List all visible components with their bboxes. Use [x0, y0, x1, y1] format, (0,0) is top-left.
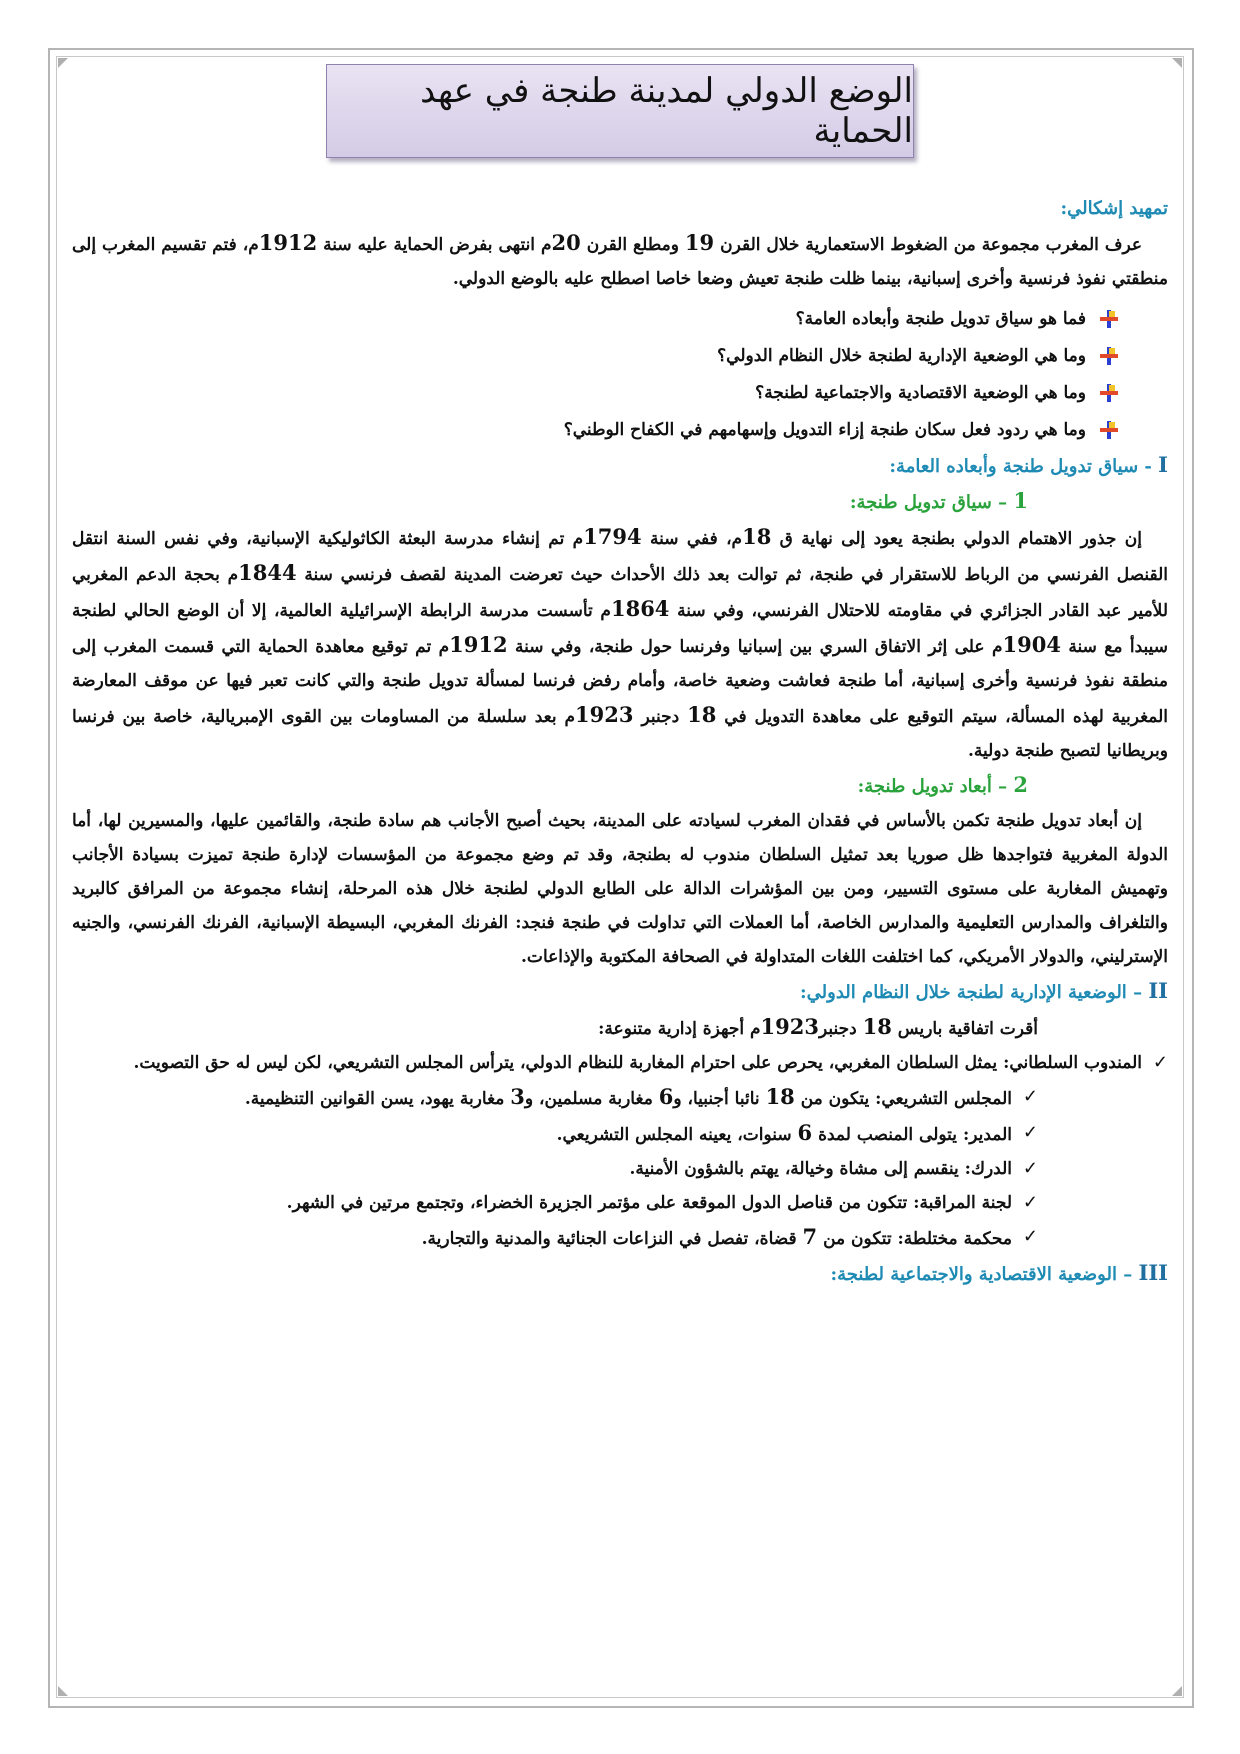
list-item: وما هي ردود فعل سكان طنجة إزاء التدويل وإسهامهم في الكفاح الوطني؟: [72, 411, 1118, 448]
corner-ornament: [58, 1686, 68, 1696]
admin-bodies-list: [72, 1046, 1168, 1256]
list-item: ✓ لجنة المراقبة: تتكون من قناصل الدول الموقعة على مؤتمر الجزيرة الخضراء، وتجتمع مرتين في الشهر.: [72, 1186, 1168, 1220]
list-item: ✓ المدير: يتولى المنصب لمدة 6 سنوات، يعينه المجلس التشريعي.: [72, 1116, 1168, 1152]
corner-ornament: [58, 58, 68, 68]
subsection-heading-1: 1 – سياق تدويل طنجة:: [849, 488, 1028, 513]
admin-lead: أقرت اتفاقية باريس 18 دجنبر1923م أجهزة إدارية متنوعة:: [598, 1014, 1038, 1039]
list-item: وما هي الوضعية الإدارية لطنجة خلال النظام الدولي؟: [72, 337, 1118, 374]
subsection-heading-2: 2 – أبعاد تدويل طنجة:: [857, 772, 1028, 797]
check-icon: ✓: [1022, 1086, 1038, 1107]
list-item: ✓ محكمة مختلطة: تتكون من 7 قضاة، تفصل في النزاعات الجنائية والمدنية والتجارية.: [72, 1220, 1168, 1256]
corner-ornament: [1172, 1686, 1182, 1696]
cross-bullet-icon: [1100, 347, 1118, 365]
page-title: الوضع الدولي لمدينة طنجة في عهد الحماية: [326, 64, 914, 158]
section-heading-3: III – الوضعية الاقتصادية والاجتماعية لطنجة:: [830, 1260, 1168, 1285]
cross-bullet-icon: [1100, 384, 1118, 402]
list-item: وما هي الوضعية الاقتصادية والاجتماعية لطنجة؟: [72, 374, 1118, 411]
cross-bullet-icon: [1100, 310, 1118, 328]
document-body: [72, 192, 1168, 1292]
intro-paragraph: عرف المغرب مجموعة من الضغوط الاستعمارية خلال القرن 19 ومطلع القرن 20م انتهى بفرض الحماية عليه سنة 1912م، فتم تقسيم المغرب إلى منطقتي نفوذ فرنسية وأخرى إسبانية، بينما ظلت طنجة تعيش وضعا خاصا اصطلح عليه بالوضع الدولي.: [72, 230, 1168, 289]
check-icon: ✓: [1022, 1226, 1038, 1247]
section-heading-1: I - سياق تدويل طنجة وأبعاده العامة:: [889, 452, 1168, 477]
list-item: ✓ المجلس التشريعي: يتكون من 18 نائبا أجنبيا، و6 مغاربة مسلمين، و3 مغاربة يهود، يسن القوانين التنظيمية.: [72, 1080, 1168, 1116]
check-icon: ✓: [1022, 1122, 1038, 1143]
problem-questions: [72, 300, 1168, 448]
context-paragraph: إن جذور الاهتمام الدولي بطنجة يعود إلى نهاية ق 18م، ففي سنة 1794م تم إنشاء مدرسة البعثة الكاثوليكية الإسبانية، وفي نفس السنة انتقل القنصل الفرنسي من الرباط للاستقرار في طنجة، ثم توالت بعد ذلك الأحداث حيث تعرضت المدينة لقصف فرنسي سنة 1844م بحجة الدعم المغربي للأمير عبد القادر الجزائري في مقاومته للاحتلال الفرنسي، وفي سنة 1864م تأسست مدرسة الرابطة الإسرائيلية العالمية، إلا أن الوضع الحالي لطنجة سيبدأ مع سنة 1904م على إثر الاتفاق السري بين إسبانيا وفرنسا حول طنجة، وفي سنة 1912م تم توقيع معاهدة الحماية التي قسمت المغرب إلى منطقة نفوذ فرنسية وأخرى إسبانية، أما طنجة فعاشت وضعية خاصة، وأمام رفض فرنسا لمسألة تدويل طنجة والتي كانت تعبر فيها عن موقف المعارضة المغربية لهذه المسألة، سيتم التوقيع على معاهدة التدويل في 18 دجنبر 1923م بعد سلسلة من المساومات بين القوى الإمبريالية، خاصة بين فرنسا وبريطانيا لتصبح طنجة دولية.: [72, 524, 1169, 761]
cross-bullet-icon: [1100, 421, 1118, 439]
intro-heading: تمهيد إشكالي:: [1060, 198, 1168, 219]
corner-ornament: [1172, 58, 1182, 68]
check-icon: ✓: [1022, 1192, 1038, 1213]
check-icon: ✓: [1152, 1052, 1168, 1073]
list-item: فما هو سياق تدويل طنجة وأبعاده العامة؟: [72, 300, 1118, 337]
dimensions-paragraph: إن أبعاد تدويل طنجة تكمن بالأساس في فقدان المغرب لسيادته على المدينة، بحيث أصبح الأجانب هم سادة طنجة، والقائمين عليها، والمسيرين لها، أما الدولة المغربية فتواجدها ظل صوريا بعد تمثيل السلطان مندوب له بطنجة، وقد تم وضع مجموعة من المؤسسات لإدارة طنجة تميزت بسيادة الأجانب وتهميش المغاربة على مستوى التسيير، ومن بين المؤشرات الدالة على الطابع الدولي لطنجة خلال هذه المرحلة، إنشاء مجموعة من المرافق كالبريد والتلغراف والمدارس التعليمية والمدارس الخاصة، أما العملات التي تداولت في طنجة فنجد: الفرنك المغربي، البسيطة الإسبانية، الفرنك الفرنسي، والجنيه الإسترليني، والدولار الأمريكي، كما اختلفت اللغات المتداولة في الصحافة المكتوبة والإذاعات.: [72, 811, 1168, 967]
check-icon: ✓: [1022, 1158, 1038, 1179]
list-item: ✓ الدرك: ينقسم إلى مشاة وخيالة، يهتم بالشؤون الأمنية.: [72, 1152, 1168, 1186]
section-heading-2: II – الوضعية الإدارية لطنجة خلال النظام الدولي:: [800, 978, 1168, 1003]
list-item: ✓ المندوب السلطاني: يمثل السلطان المغربي، يحرص على احترام المغاربة للنظام الدولي، يترأس المجلس التشريعي، لكن ليس له حق التصويت.: [72, 1046, 1168, 1080]
